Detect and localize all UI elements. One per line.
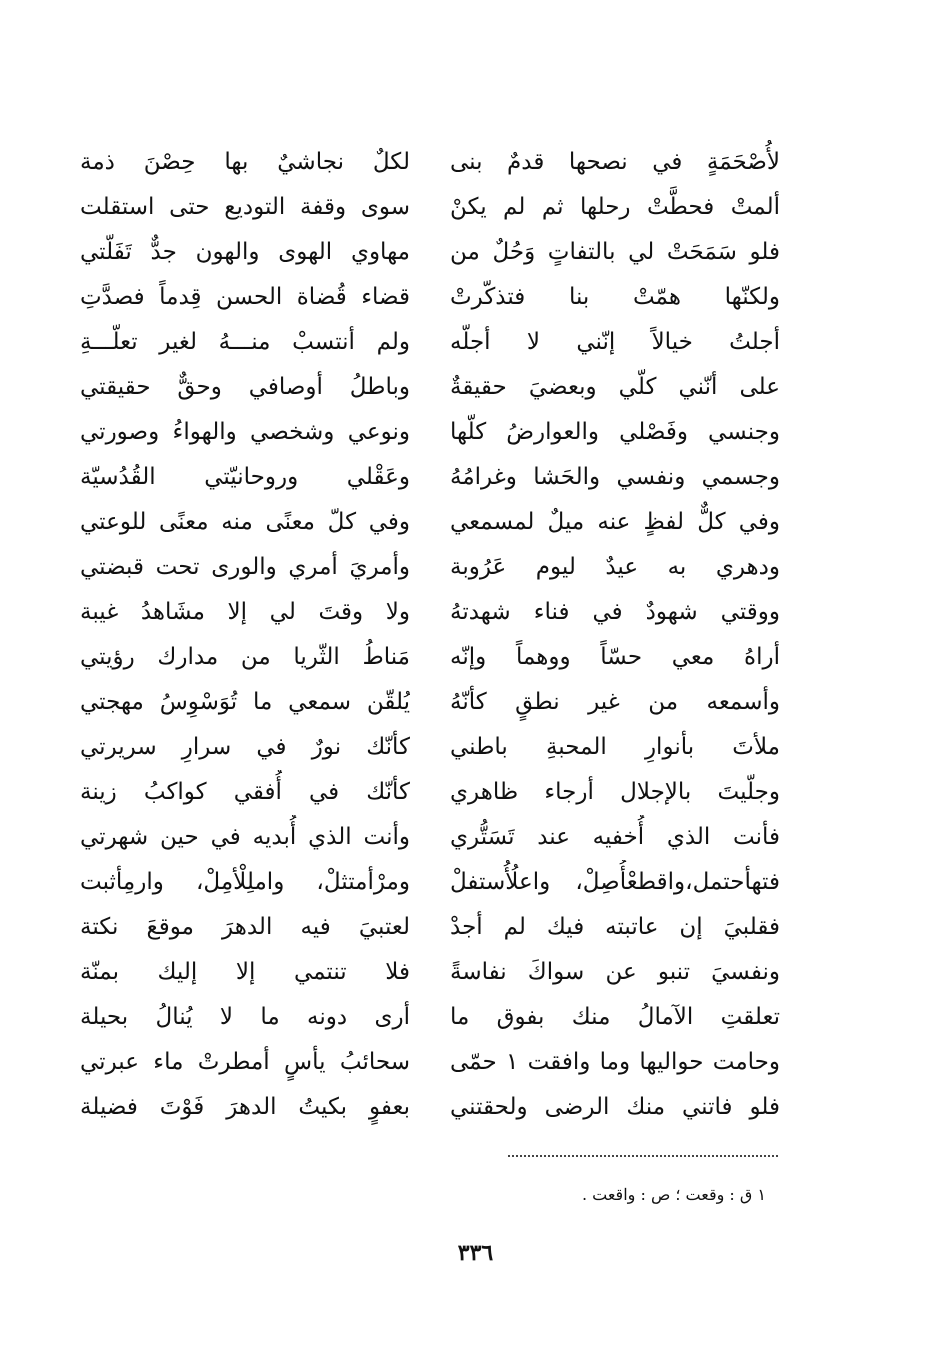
second-hemistich: ومرْأمتثلْ، واملِلْأمِلْ، وارمِأثبت — [80, 869, 410, 895]
verse-line — [80, 230, 780, 274]
first-hemistich: أراهُ معي حسّاً ووهماً وإنّه — [450, 644, 780, 670]
footnote-divider — [508, 1155, 778, 1157]
verse-line — [80, 590, 780, 634]
first-hemistich: فتهأحتمل،واقطعْأُصِلْ، واعلُأُستفلْ — [450, 869, 780, 895]
second-hemistich: كأنّك في أُفقي كواكبُ زينة — [80, 779, 410, 805]
verse-line — [80, 725, 780, 769]
verse-line — [80, 545, 780, 589]
first-hemistich: فلو فاتني منك الرضى ولحقتني — [450, 1094, 780, 1120]
verse-line — [80, 1040, 780, 1084]
first-hemistich: فأنت الذي أُخفيه عند تَسَتُّري — [450, 824, 780, 850]
first-hemistich: وأسمعه من غير نطقٍ كأنّهُ — [450, 689, 780, 715]
second-hemistich: ولم أنتسبْ منـــهُ لغير تعلّـــةِ — [80, 329, 410, 355]
first-hemistich: على أنّني كلّي وبعضيَ حقيقةٌ — [450, 374, 780, 400]
second-hemistich: سحائبُ يأسٍ أمطرتْ ماء عبرتي — [80, 1049, 410, 1075]
first-hemistich: ولكنّها همّتْ بنا فتذكّرتْ — [450, 284, 780, 310]
verse-line — [80, 905, 780, 949]
first-hemistich: ودهري به عيدٌ ليوم عَرُوبة — [450, 554, 780, 580]
first-hemistich: ووقتي شهودٌ في فناء شهدتهُ — [450, 599, 780, 625]
first-hemistich: ونفسيَ تنبو عن سواكَ نفاسةً — [450, 959, 780, 985]
verse-line — [80, 185, 780, 229]
second-hemistich: وعَقْلي وروحانيّتي القُدُسيّة — [80, 464, 410, 490]
second-hemistich: كأنّك نورٌ في سرارِ سريرتي — [80, 734, 410, 760]
second-hemistich: وأنت الذي أُبديه في حين شهرتي — [80, 824, 410, 850]
verse-line — [80, 995, 780, 1039]
first-hemistich: وفي كلٌّ لفظٍ عنه ميلٌ لمسمعي — [450, 509, 780, 535]
second-hemistich: ونوعي وشخصي والهواءُ وصورتي — [80, 419, 410, 445]
first-hemistich: فلو سَمَحَتْ لي بالتفاتٍ وَحُلٌ من — [450, 239, 780, 265]
first-hemistich: ملأتَ بأنوارِ المحبةِ باطني — [450, 734, 780, 760]
verse-line — [80, 410, 780, 454]
verse-line — [80, 860, 780, 904]
verse-line — [80, 815, 780, 859]
first-hemistich: وجسمي ونفسي والحَشا وغرامُهُ — [450, 464, 780, 490]
verse-line — [80, 275, 780, 319]
second-hemistich: لعتبيَ فيه الدهرَ موقعَ نكتة — [80, 914, 410, 940]
verse-line — [80, 365, 780, 409]
verse-line — [80, 680, 780, 724]
page-number: ٣٣٦ — [457, 1240, 494, 1266]
second-hemistich: وأمريَ أمري والورى تحت قبضتي — [80, 554, 410, 580]
second-hemistich: سوى وقفة التوديع حتى استقلت — [80, 194, 410, 220]
second-hemistich: لكلٌ نجاشيٌ بها حِصْنَ ذمة — [80, 149, 410, 175]
second-hemistich: مهاوي الهوى والهون جدٌّ تَفَلّتي — [80, 239, 410, 265]
verse-line — [80, 320, 780, 364]
second-hemistich: ولا وقتَ لي إلا مشَاهدُ غيبة — [80, 599, 410, 625]
second-hemistich: يُلقّن سمعي ما تُوَسْوِسُ مهجتي — [80, 689, 410, 715]
second-hemistich: مَناطُ الثّريا من مدارك رؤيتي — [80, 644, 410, 670]
second-hemistich: وفي كلّ معنًى منه معنًى للوعتي — [80, 509, 410, 535]
first-hemistich: ألمتْ فحطَّتْ رحلها ثم لم يكنْ — [450, 194, 780, 220]
second-hemistich: فلا تنتمي إلا إليك بمنّة — [80, 959, 410, 985]
verse-line — [80, 1085, 780, 1129]
second-hemistich: بعفوٍ بكيتُ الدهرَ فَوْتَ فضيلة — [80, 1094, 410, 1120]
verse-line — [80, 950, 780, 994]
verse-line — [80, 635, 780, 679]
verse-line — [80, 500, 780, 544]
second-hemistich: قضاء قُضاة الحسن قِدماً فصدَّتِ — [80, 284, 410, 310]
second-hemistich: أرى دونه ما لا يُنالُ بحيلة — [80, 1004, 410, 1030]
first-hemistich: تعلقتِ الآمالُ منك بفوق ما — [450, 1004, 780, 1030]
footnote: ١ ق : وقعت ؛ ص : واقعت . — [581, 1185, 766, 1204]
verse-line — [80, 455, 780, 499]
first-hemistich: وجنسي وفَصْلي والعوارضُ كلّها — [450, 419, 780, 445]
first-hemistich: أجلتُ خيالاً إنّني لا أجلّه — [450, 329, 780, 355]
verse-line — [80, 140, 780, 184]
poem-block — [80, 140, 780, 1160]
first-hemistich: فقلبيَ إن عاتبته فيك لم أجدْ — [450, 914, 780, 940]
second-hemistich: وباطلُ أوصافي وحقٌّ حقيقتي — [80, 374, 410, 400]
first-hemistich: لأُصْحَمَةٍ في نصحها قدمٌ بنى — [450, 149, 780, 175]
first-hemistich: وجلّيتَ بالإجلال أرجاء ظاهري — [450, 779, 780, 805]
first-hemistich: وحامت حواليها وما وافقت ١ حمّى — [450, 1049, 780, 1075]
verse-line — [80, 770, 780, 814]
